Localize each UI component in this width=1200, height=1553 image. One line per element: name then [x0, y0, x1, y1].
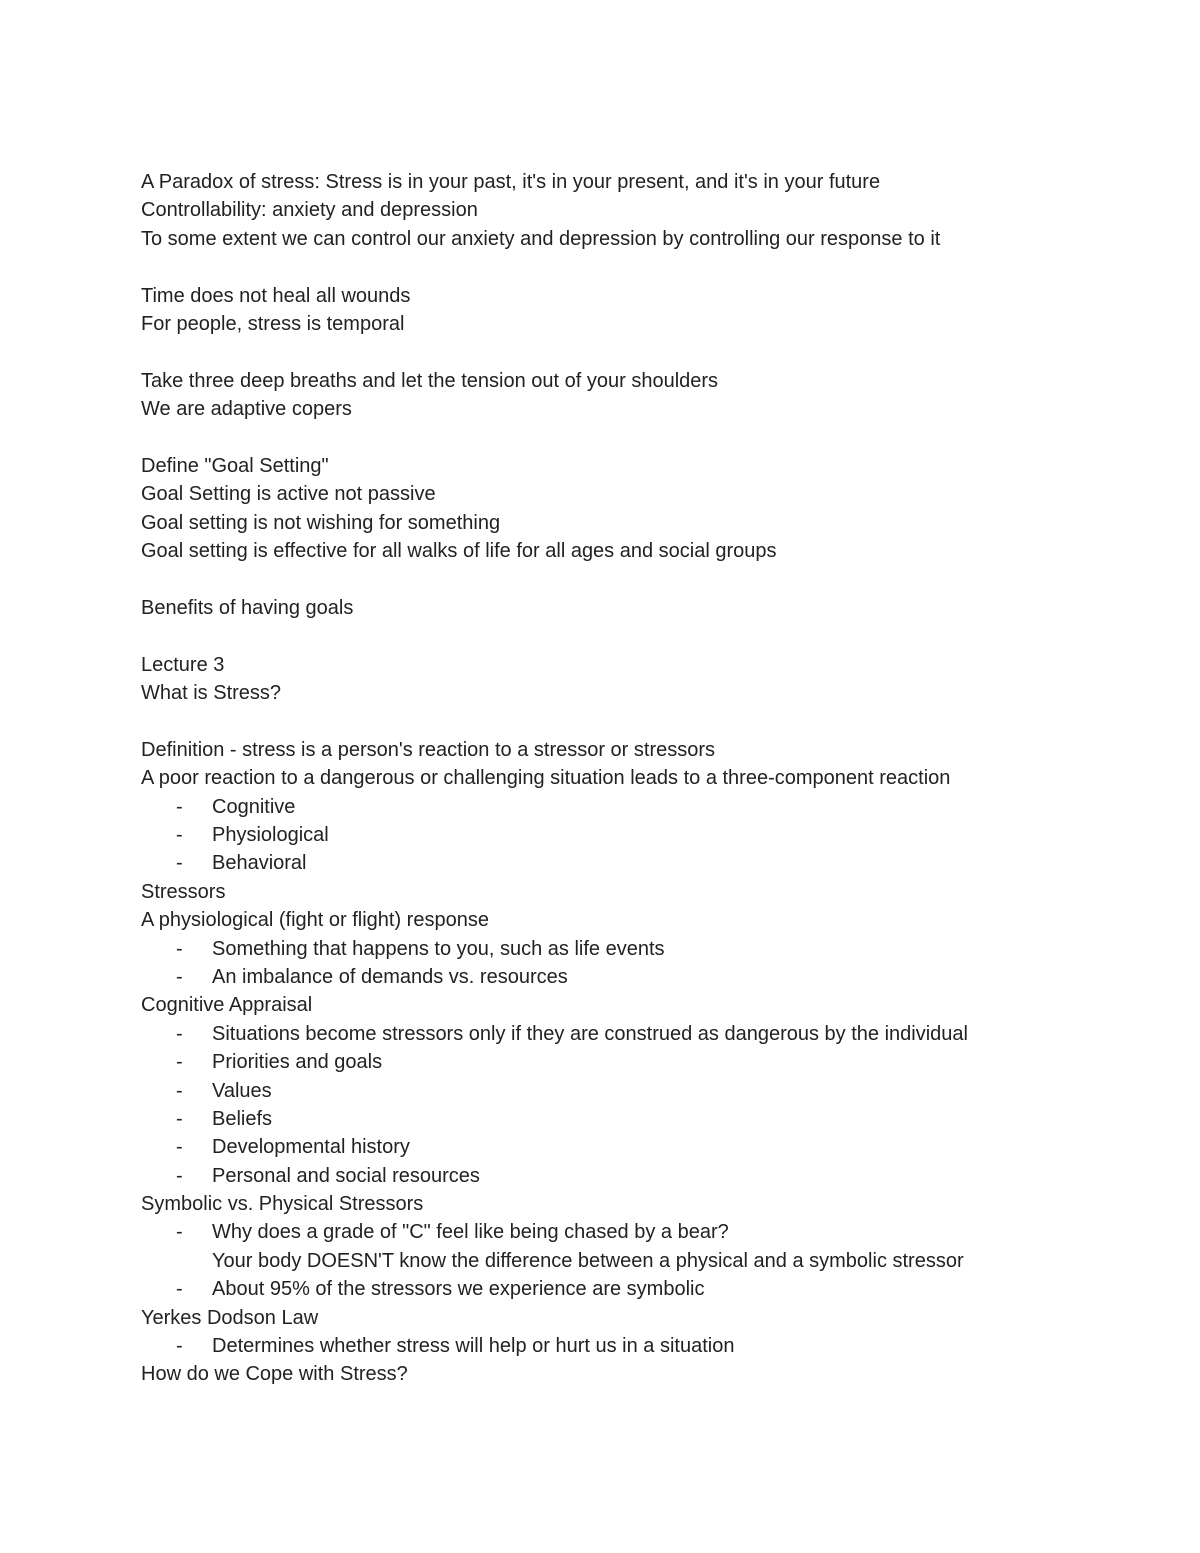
text-line: Definition - stress is a person's reaction to a stressor or stressors: [141, 738, 716, 761]
document-body: [141, 168, 1141, 1389]
bullet-marker: -: [176, 1079, 183, 1102]
text-line: Goal Setting is active not passive: [141, 483, 436, 506]
bullet-marker: -: [176, 1335, 183, 1358]
bullet-text: Developmental history: [212, 1136, 410, 1159]
text-line: To some extent we can control our anxiety and depression by controlling our response to it: [141, 227, 941, 250]
bullet-item: [141, 1077, 1141, 1105]
text-line: We are adaptive copers: [141, 398, 352, 421]
text-line: Take three deep breaths and let the tension out of your shoulders: [141, 369, 719, 392]
bullet-item: [141, 849, 1141, 877]
text-line: Yerkes Dodson Law: [141, 1306, 319, 1329]
bullet-text: Behavioral: [212, 852, 307, 875]
blank-line: [141, 622, 1141, 650]
bullet-marker: -: [176, 823, 183, 846]
text-line: Benefits of having goals: [141, 596, 354, 619]
text-line: Define "Goal Setting": [141, 454, 329, 477]
bullet-item: [141, 1275, 1141, 1303]
text-line: A physiological (fight or flight) response: [141, 909, 489, 932]
bullet-text: Situations become stressors only if they are construed as dangerous by the individual: [212, 1022, 968, 1045]
bullet-item: [141, 935, 1141, 963]
text-line: Time does not heal all wounds: [141, 284, 411, 307]
bullet-text: Cognitive: [212, 795, 296, 818]
bullet-marker: -: [176, 852, 183, 875]
bullet-item: [141, 1020, 1141, 1048]
bullet-text: An imbalance of demands vs. resources: [212, 965, 568, 988]
text-line: A poor reaction to a dangerous or challenging situation leads to a three-component reaction: [141, 767, 951, 790]
text-line: Goal setting is effective for all walks of life for all ages and social groups: [141, 540, 777, 563]
bullet-item: [141, 1332, 1141, 1360]
bullet-text: Beliefs: [212, 1107, 273, 1130]
bullet-item: [141, 1133, 1141, 1161]
bullet-marker: -: [176, 1136, 183, 1159]
bullet-marker: -: [176, 1221, 183, 1244]
bullet-item: [141, 1048, 1141, 1076]
bullet-marker: -: [176, 1051, 183, 1074]
bullet-text: Physiological: [212, 823, 329, 846]
bullet-continuation: Your body DOESN'T know the difference between a physical and a symbolic stressor: [212, 1249, 964, 1272]
bullet-item: [141, 821, 1141, 849]
bullet-marker: -: [176, 965, 183, 988]
text-line: How do we Cope with Stress?: [141, 1363, 408, 1386]
bullet-marker: -: [176, 795, 183, 818]
text-line: Controllability: anxiety and depression: [141, 199, 478, 222]
bullet-text: Priorities and goals: [212, 1051, 383, 1074]
bullet-text: Personal and social resources: [212, 1164, 480, 1187]
text-line: Lecture 3: [141, 653, 225, 676]
bullet-item: [141, 1218, 1141, 1246]
bullet-marker: -: [176, 1022, 183, 1045]
text-line: A Paradox of stress: Stress is in your past, it's in your present, and it's in your future: [141, 171, 881, 193]
text-line: Symbolic vs. Physical Stressors: [141, 1193, 424, 1216]
bullet-text: Values: [212, 1079, 272, 1102]
bullet-item: [141, 793, 1141, 821]
bullet-item: [141, 1162, 1141, 1190]
bullet-item: [141, 1105, 1141, 1133]
bullet-text: Something that happens to you, such as life events: [212, 937, 665, 960]
text-line: For people, stress is temporal: [141, 312, 405, 335]
blank-line: [141, 253, 1141, 281]
text-line: What is Stress?: [141, 682, 282, 705]
blank-line: [141, 565, 1141, 593]
blank-line: [141, 707, 1141, 735]
blank-line: [141, 338, 1141, 366]
bullet-item: [141, 963, 1141, 991]
blank-line: [141, 424, 1141, 452]
bullet-marker: -: [176, 937, 183, 960]
bullet-text: Determines whether stress will help or hurt us in a situation: [212, 1335, 735, 1358]
text-line: Stressors: [141, 880, 226, 903]
text-line: Cognitive Appraisal: [141, 994, 313, 1017]
text-line: Goal setting is not wishing for something: [141, 511, 501, 534]
bullet-marker: -: [176, 1278, 183, 1301]
bullet-marker: -: [176, 1164, 183, 1187]
bullet-text: Why does a grade of "C" feel like being chased by a bear?: [212, 1221, 729, 1244]
bullet-marker: -: [176, 1107, 183, 1130]
bullet-text: About 95% of the stressors we experience are symbolic: [212, 1278, 705, 1301]
